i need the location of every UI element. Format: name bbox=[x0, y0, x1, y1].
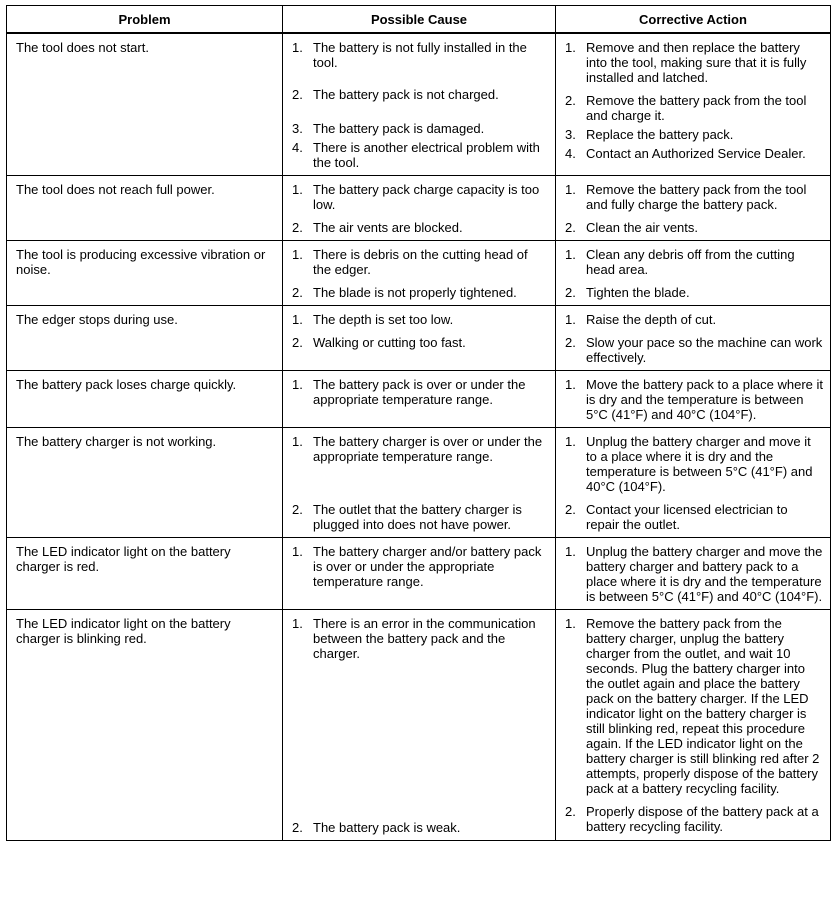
cause-cell bbox=[283, 33, 556, 176]
action-item: 1. Clean any debris off from the cutting head area. bbox=[565, 247, 795, 277]
action-item: 2. Properly dispose of the battery pack at a battery recycling facility. bbox=[565, 804, 819, 834]
cause-item: 1. The battery is not fully installed in the tool. bbox=[292, 40, 527, 70]
cause-item: 2. Walking or cutting too fast. bbox=[292, 335, 466, 350]
cause-item: 4. There is another electrical problem with the tool. bbox=[292, 140, 540, 170]
cause-item: 2. The battery pack is weak. bbox=[292, 820, 461, 835]
problem-cell: The tool does not start. bbox=[7, 33, 283, 176]
problem-cell: The battery pack loses charge quickly. bbox=[7, 371, 283, 428]
cause-item: 1. The depth is set too low. bbox=[292, 312, 454, 327]
cause-item: 1. There is an error in the communication between the battery pack and the charger. bbox=[292, 616, 536, 661]
cause-cell bbox=[283, 610, 556, 841]
header-row bbox=[7, 6, 831, 34]
table-row bbox=[7, 538, 831, 610]
table-row bbox=[7, 176, 831, 241]
action-cell bbox=[556, 176, 831, 241]
table-row bbox=[7, 306, 831, 371]
cause-cell bbox=[283, 428, 556, 538]
problem-cell: The edger stops during use. bbox=[7, 306, 283, 371]
action-item: 3. Replace the battery pack. bbox=[565, 127, 734, 142]
table-row bbox=[7, 33, 831, 176]
action-item: 1. Remove and then replace the battery into the tool, making sure that it is fully installed and latched. bbox=[565, 40, 807, 85]
action-cell bbox=[556, 428, 831, 538]
table-row bbox=[7, 610, 831, 841]
cause-item: 1. The battery pack charge capacity is too low. bbox=[292, 182, 540, 212]
cause-item: 3. The battery pack is damaged. bbox=[292, 121, 485, 136]
action-cell bbox=[556, 371, 831, 428]
action-cell bbox=[556, 610, 831, 841]
action-item: 2. Clean the air vents. bbox=[565, 220, 699, 235]
problem-cell: The LED indicator light on the battery charger is red. bbox=[7, 538, 283, 610]
action-cell bbox=[556, 306, 831, 371]
cause-item: 1. There is debris on the cutting head of the edger. bbox=[292, 247, 528, 277]
header-corrective-action: Corrective Action bbox=[556, 6, 831, 34]
action-cell bbox=[556, 33, 831, 176]
action-item: 2. Remove the battery pack from the tool and charge it. bbox=[565, 93, 807, 123]
cause-cell bbox=[283, 176, 556, 241]
troubleshooting-table bbox=[6, 5, 831, 841]
cause-cell bbox=[283, 306, 556, 371]
cause-cell bbox=[283, 538, 556, 610]
header-possible-cause: Possible Cause bbox=[283, 6, 556, 34]
cause-item: 2. The air vents are blocked. bbox=[292, 220, 463, 235]
cause-item: 1. The battery charger and/or battery pack is over or under the appropriate temperature range. bbox=[292, 544, 542, 589]
cause-item: 2. The battery pack is not charged. bbox=[292, 87, 499, 102]
cause-cell bbox=[283, 241, 556, 306]
cause-item: 1. The battery charger is over or under the appropriate temperature range. bbox=[292, 434, 543, 464]
header-problem: Problem bbox=[7, 6, 283, 34]
cause-item: 1. The battery pack is over or under the appropriate temperature range. bbox=[292, 377, 526, 407]
action-item: 1. Remove the battery pack from the tool and fully charge the battery pack. bbox=[565, 182, 807, 212]
action-item: 1. Raise the depth of cut. bbox=[565, 312, 717, 327]
action-item: 2. Slow your pace so the machine can work effectively. bbox=[565, 335, 823, 365]
table-row bbox=[7, 241, 831, 306]
table-row bbox=[7, 371, 831, 428]
problem-cell: The tool is producing excessive vibration or noise. bbox=[7, 241, 283, 306]
action-item: 2. Contact your licensed electrician to repair the outlet. bbox=[565, 502, 788, 532]
cause-item: 2. The outlet that the battery charger is plugged into does not have power. bbox=[292, 502, 522, 532]
action-item: 4. Contact an Authorized Service Dealer. bbox=[565, 146, 806, 161]
cause-cell bbox=[283, 371, 556, 428]
action-item: 1. Unplug the battery charger and move the battery charger and battery pack to a place where it is dry and the temperature is between 5°C (41°F) and 40°C (104°F). bbox=[565, 544, 823, 604]
table-row bbox=[7, 428, 831, 538]
action-cell bbox=[556, 538, 831, 610]
cause-item: 2. The blade is not properly tightened. bbox=[292, 285, 517, 300]
action-item: 1. Remove the battery pack from the battery charger, unplug the battery charger from the outlet, and wait 10 seconds. Plug the battery charger into the outlet again and place the battery pack on the battery charger. If the LED indicator light on the battery charger is still blinking red, repeat this procedure again. If the LED indicator light on the battery charger is still blinking red after 2 attempts, properly dispose of the battery pack at a battery recycling facility. bbox=[565, 616, 820, 796]
problem-cell: The battery charger is not working. bbox=[7, 428, 283, 538]
action-item: 1. Unplug the battery charger and move it to a place where it is dry and the temperature is between 5°C (41°F) and 40°C (104°F). bbox=[565, 434, 813, 494]
action-cell bbox=[556, 241, 831, 306]
action-item: 2. Tighten the blade. bbox=[565, 285, 690, 300]
action-item: 1. Move the battery pack to a place where it is dry and the temperature is between 5°C (41°F) and 40°C (104°F). bbox=[565, 377, 824, 422]
problem-cell: The LED indicator light on the battery charger is blinking red. bbox=[7, 610, 283, 841]
problem-cell: The tool does not reach full power. bbox=[7, 176, 283, 241]
